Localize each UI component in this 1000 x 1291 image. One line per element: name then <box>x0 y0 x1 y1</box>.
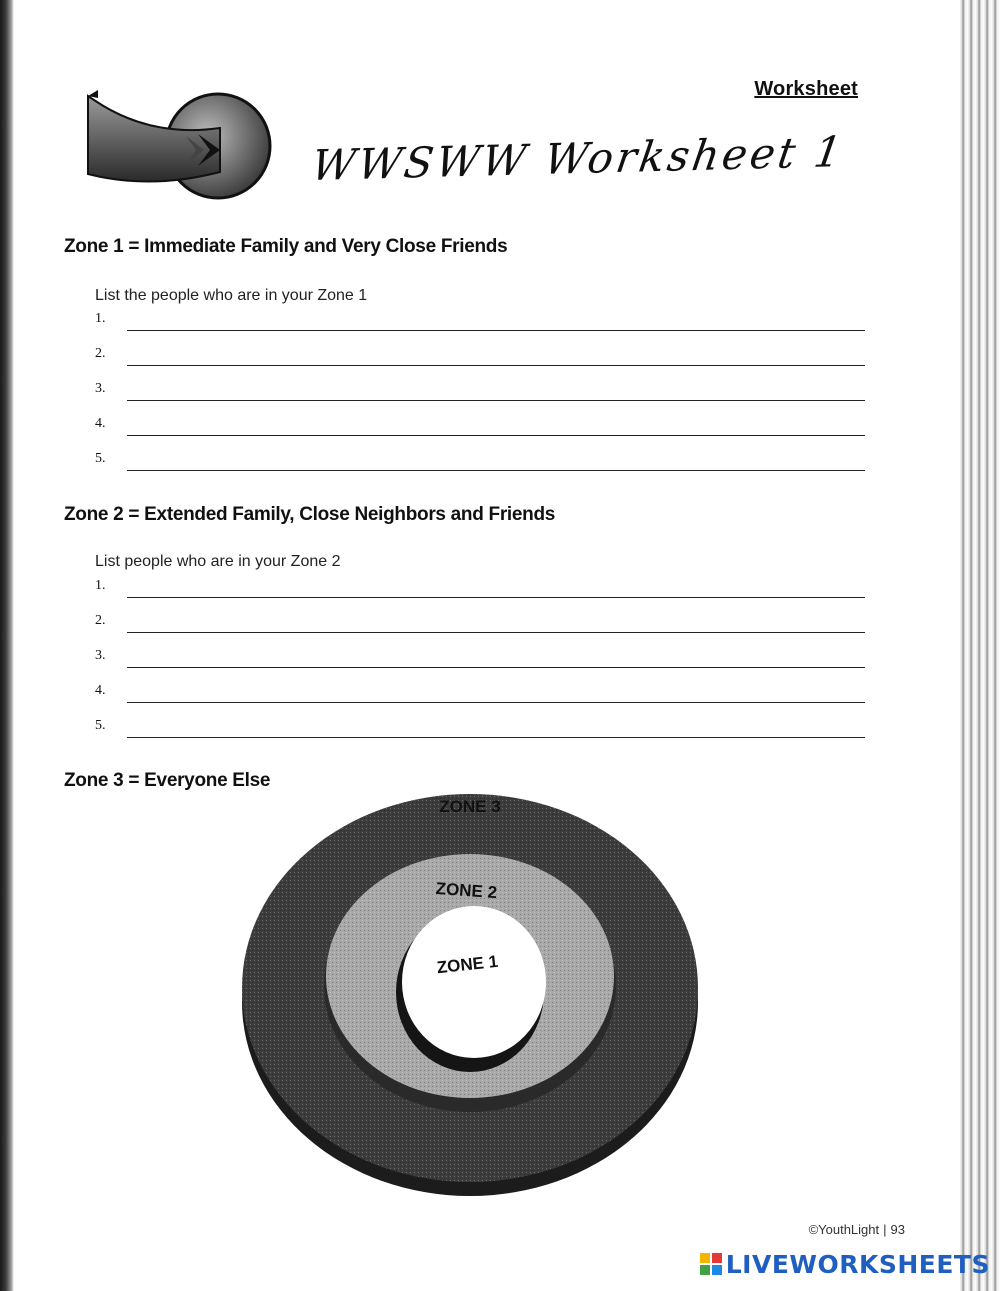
list-number: 3. <box>95 648 106 663</box>
answer-line[interactable] <box>127 737 865 738</box>
zone2-instruction: List people who are in your Zone 2 <box>95 553 341 570</box>
list-item <box>95 703 865 738</box>
zone2-heading: Zone 2 = Extended Family, Close Neighbors and Friends <box>64 504 556 525</box>
arrow-logo-icon <box>80 88 275 208</box>
liveworksheets-logo-icon <box>700 1253 722 1275</box>
list-item <box>95 633 865 668</box>
copyright-text: ©YouthLight <box>808 1222 880 1237</box>
liveworksheets-text: LIVEWORKSHEETS <box>725 1249 990 1279</box>
list-item <box>95 563 865 598</box>
zone1-instruction: List the people who are in your Zone 1 <box>95 287 368 304</box>
answer-line[interactable] <box>127 470 865 471</box>
list-item <box>95 401 865 436</box>
scan-right-edge <box>960 0 1000 1291</box>
list-number: 1. <box>95 311 106 326</box>
list-number: 4. <box>95 683 106 698</box>
zones-diagram <box>230 780 710 1200</box>
list-number: 1. <box>95 578 106 593</box>
list-item <box>95 331 865 366</box>
list-item <box>95 436 865 471</box>
zone3-heading: Zone 3 = Everyone Else <box>64 770 271 791</box>
zone1-heading: Zone 1 = Immediate Family and Very Close Friends <box>64 236 508 257</box>
list-item <box>95 598 865 633</box>
list-number: 4. <box>95 416 106 431</box>
list-number: 2. <box>95 613 106 628</box>
scan-left-edge <box>0 0 14 1291</box>
footer-credit: ©YouthLight | 93 <box>808 1222 905 1237</box>
zone2-label: ZONE 2 <box>435 878 498 903</box>
zone1-center <box>402 906 546 1058</box>
list-item <box>95 366 865 401</box>
zone1-label: ZONE 1 <box>435 951 499 978</box>
liveworksheets-brand[interactable] <box>700 1247 990 1281</box>
list-number: 2. <box>95 346 106 361</box>
worksheet-label: Worksheet <box>754 78 858 100</box>
list-number: 5. <box>95 451 106 466</box>
zone2-list <box>95 563 865 738</box>
list-item <box>95 296 865 331</box>
list-number: 5. <box>95 718 106 733</box>
page-number: 93 <box>890 1222 905 1237</box>
list-number: 3. <box>95 381 106 396</box>
handwritten-title: WWSWW Worksheet 1 <box>308 126 848 191</box>
zone1-list <box>95 296 865 471</box>
zone3-label: ZONE 3 <box>439 797 501 816</box>
list-item <box>95 668 865 703</box>
